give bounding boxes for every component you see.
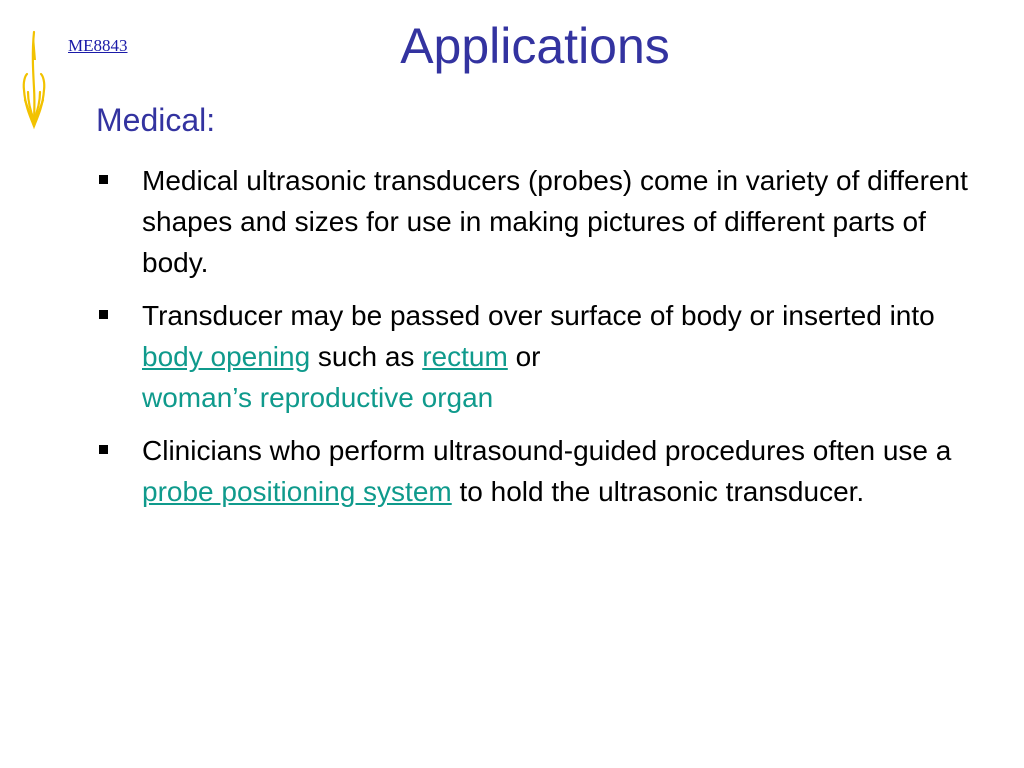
bullet-item (96, 430, 976, 512)
bullet-list (96, 160, 976, 524)
square-bullet-icon (99, 175, 108, 184)
bullet-item (96, 295, 976, 418)
course-code-link[interactable]: ME8843 (68, 36, 128, 55)
reproductive-organ-link[interactable]: woman’s reproductive organ (142, 382, 494, 413)
bullet-text: to hold the ultrasonic transducer. (451, 476, 865, 507)
rectum-link[interactable]: rectum (422, 341, 508, 372)
bullet-text: Transducer may be passed over surface of body or inserted into (142, 300, 935, 331)
body-opening-link[interactable]: body opening (142, 341, 311, 372)
bullet-item (96, 160, 976, 283)
bullet-text: or (507, 341, 541, 372)
bullet-text: Clinicians who perform ultrasound-guided procedures often use a (142, 435, 952, 466)
slide-title: Applications (400, 18, 670, 74)
square-bullet-icon (99, 445, 108, 454)
yellow-flame-logo-icon (20, 30, 48, 130)
bullet-text: Medical ultrasonic transducers (probes) come in variety of different shapes and sizes for use in making pictures of different parts of body. (142, 165, 968, 278)
bullet-text: such as (310, 341, 423, 372)
section-heading: Medical: (96, 102, 216, 138)
square-bullet-icon (99, 310, 108, 319)
probe-positioning-system-link[interactable]: probe positioning system (142, 476, 452, 507)
